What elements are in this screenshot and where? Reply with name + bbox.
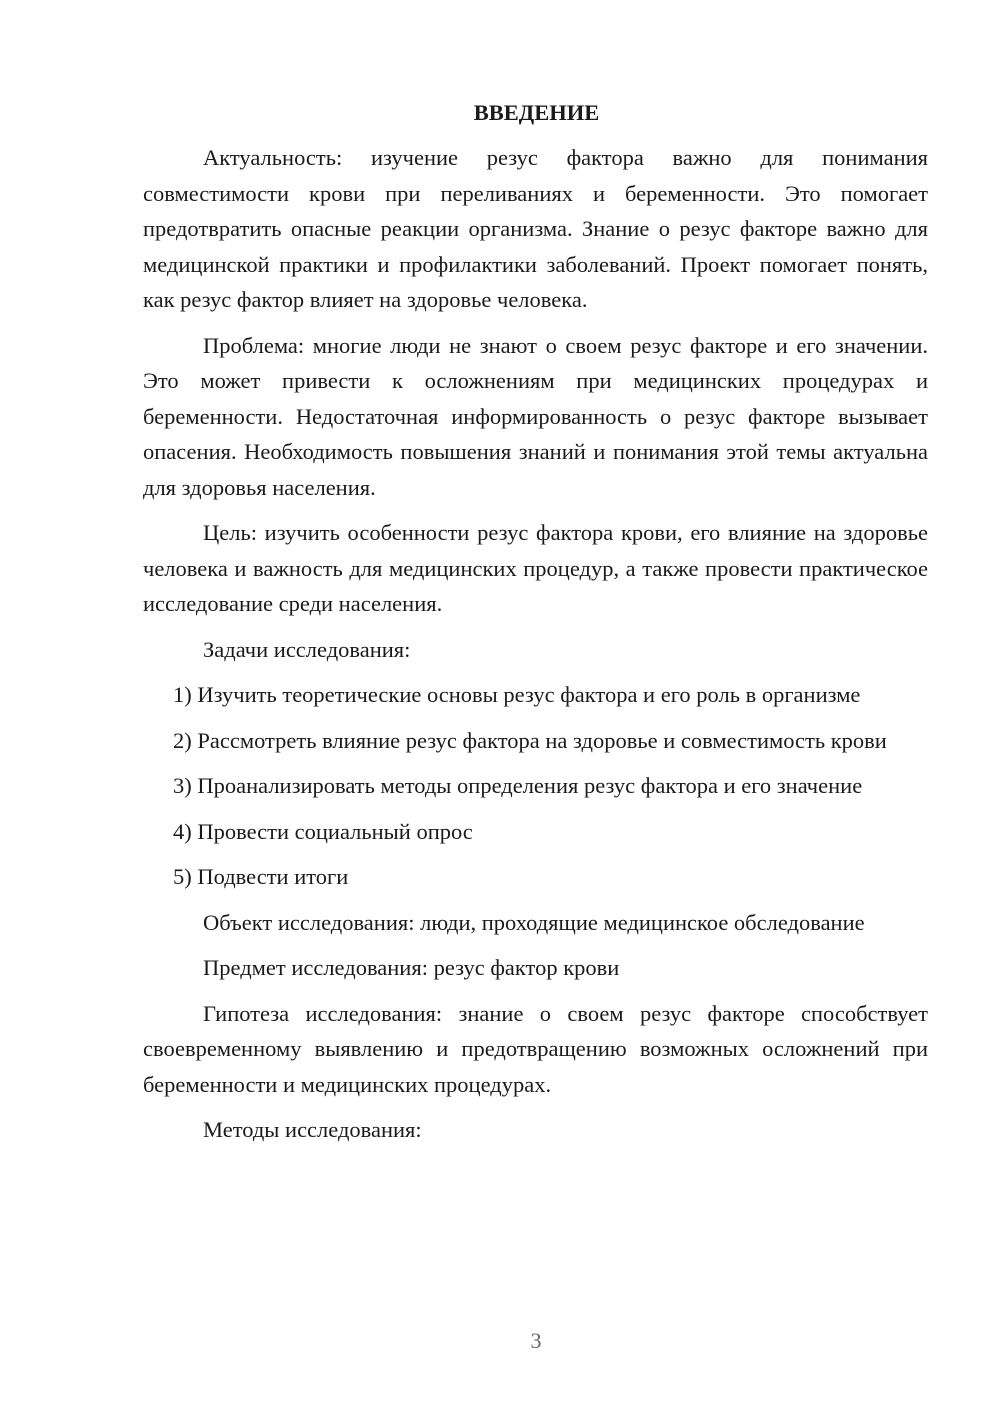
document-page <box>143 95 928 1158</box>
hypothesis-paragraph: Гипотеза исследования: знание о своем резус факторе способствует своевременному выявлению и предотвращению возможных осложнений при беременности и медицинских процедурах. <box>143 1000 928 1097</box>
task-item: 5) Подвести итоги <box>173 864 349 889</box>
relevance-paragraph: Актуальность: изучение резус фактора важно для понимания совместимости крови при переливаниях и беременности. Это помогает предотвратить опасные реакции организма. Знание о резус факторе важно для медицинской практики и профилактики заболеваний. Проект помогает понять, как резус фактор влияет на здоровье человека. <box>143 145 928 312</box>
section-title: ВВЕДЕНИЕ <box>473 100 600 125</box>
tasks-heading: Задачи исследования: <box>203 636 411 662</box>
task-item: 4) Провести социальный опрос <box>173 818 473 844</box>
object-paragraph: Объект исследования: люди, проходящие медицинское обследование <box>203 909 865 935</box>
subject-paragraph: Предмет исследования: резус фактор крови <box>203 955 620 980</box>
task-item: 1) Изучить теоретические основы резус фактора и его роль в организме <box>173 682 861 707</box>
page-number: 3 <box>530 1328 542 1353</box>
problem-paragraph: Проблема: многие люди не знают о своем резус факторе и его значении. Это может привести к осложнениям при медицинских процедурах и беременности. Недостаточная информированность о резус факторе вызывает опасения. Необходимость повышения знаний и понимания этой темы актуальна для здоровья населения. <box>143 332 928 500</box>
goal-paragraph: Цель: изучить особенности резус фактора крови, его влияние на здоровье человека и важность для медицинских процедур, а также провести практическое исследование среди населения. <box>143 520 928 616</box>
task-item: 3) Проанализировать методы определения резус фактора и его значение <box>173 773 863 798</box>
methods-heading: Методы исследования: <box>203 1117 422 1142</box>
task-item: 2) Рассмотреть влияние резус фактора на здоровье и совместимость крови <box>173 727 887 753</box>
